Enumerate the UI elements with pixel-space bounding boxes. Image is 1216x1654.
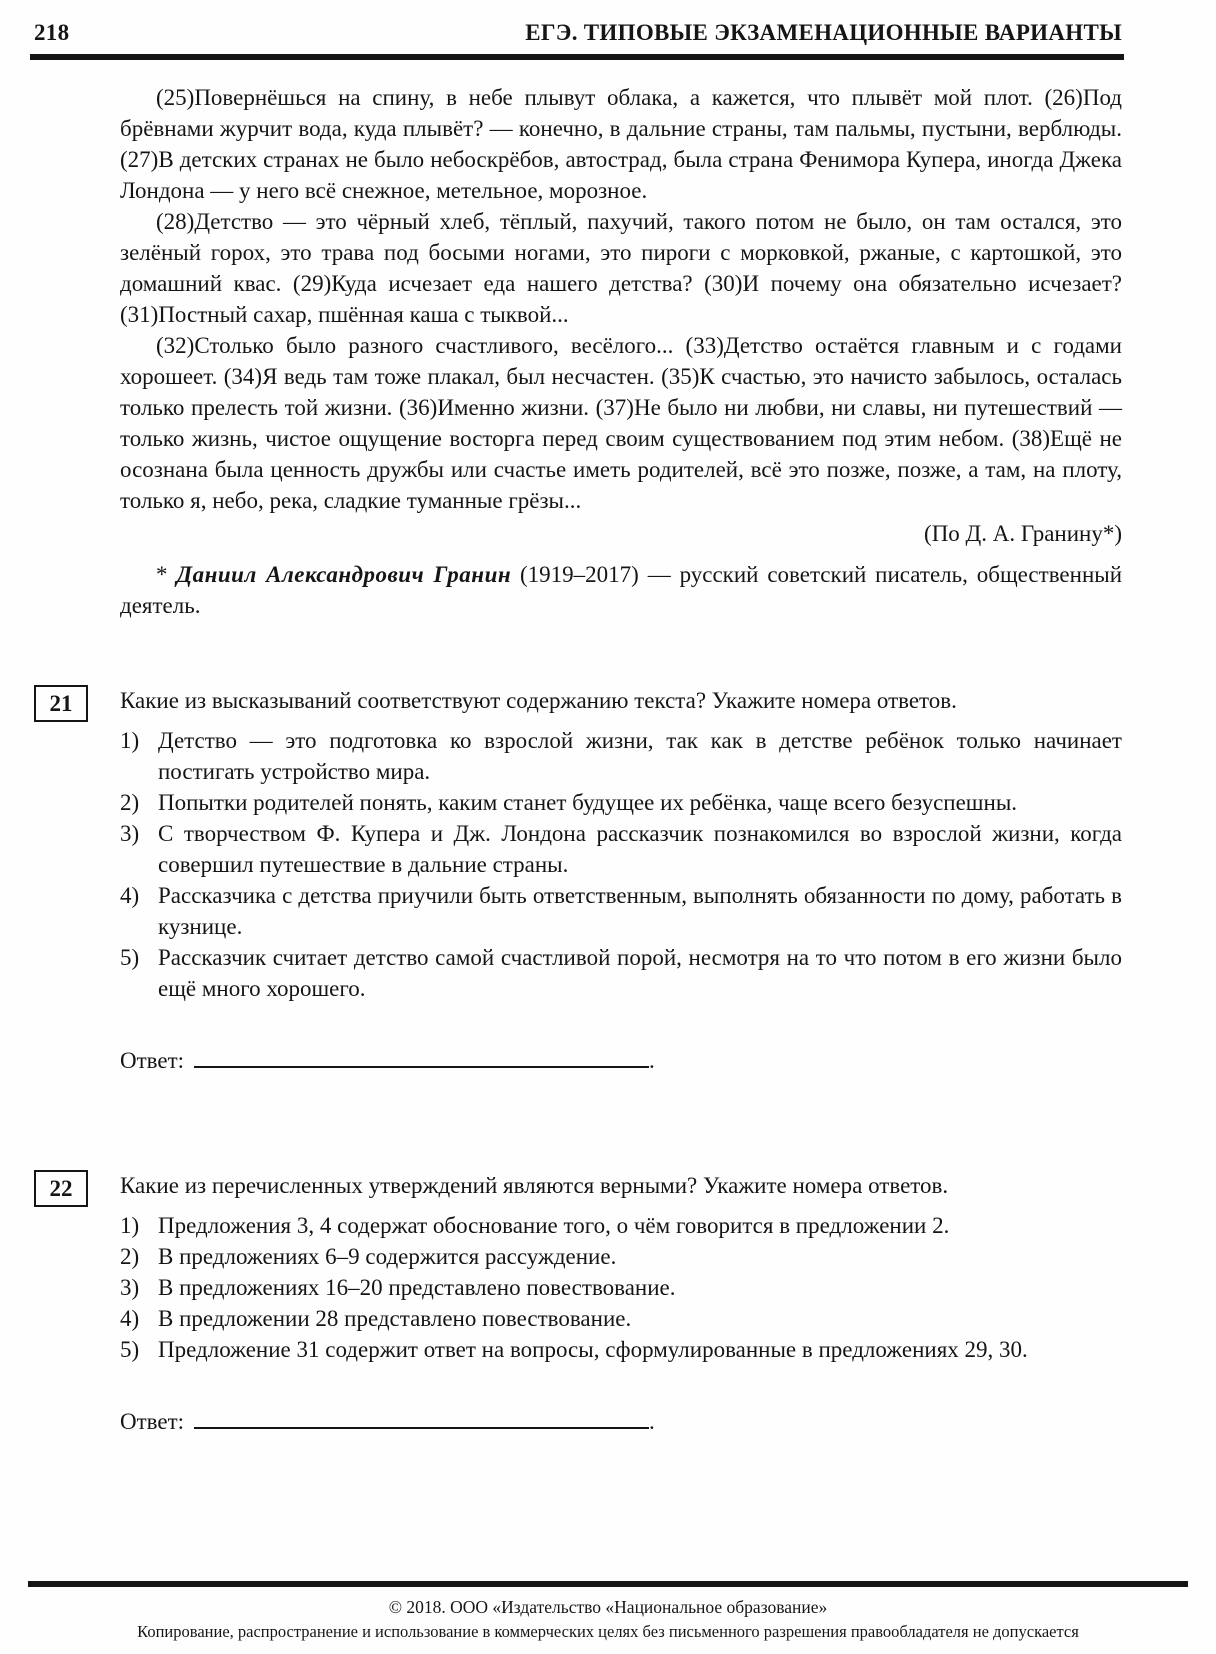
option-row	[120, 1272, 1122, 1303]
passage-paragraph: (32)Столько было разного счастливого, весёлого... (33)Детство остаётся главным и с годами хорошеет. (34)Я ведь там тоже плакал, был несчастен. (35)К счастью, это начисто забылось, осталась только прелесть той жизни. (36)Именно жизни. (37)Не было ни любви, ни славы, ни путешествий — только жизнь, чистое ощущение восторга перед своим существованием под этим небом. (38)Ещё не осознана была ценность дружбы или счастье иметь родителей, всё это позже, позже, а там, на плоту, только я, небо, река, сладкие туманные грёзы...	[120, 333, 1122, 513]
option-text: Предложение 31 содержит ответ на вопросы, сформулированные в предложениях 29, 30.	[158, 1337, 1028, 1362]
page-header	[34, 20, 1122, 46]
option-text: Рассказчик считает детство самой счастливой порой, несмотря на то что потом в его жизни было ещё много хорошего.	[158, 945, 1122, 1001]
option-number: 3)	[120, 1275, 140, 1300]
option-number: 2)	[120, 1244, 140, 1269]
option-text: Рассказчика с детства приучили быть ответственным, выполнять обязанности по дому, работать в кузнице.	[158, 883, 1122, 939]
option-text: В предложении 28 представлено повествование.	[158, 1306, 632, 1331]
option-number: 5)	[120, 1337, 140, 1362]
option-number: 4)	[120, 883, 140, 908]
task-22	[49, 1170, 1122, 1435]
option-row	[120, 1210, 1122, 1241]
option-text: Попытки родителей понять, каким станет будущее их ребёнка, чаще всего безуспешны.	[158, 790, 1018, 815]
option-number: 1)	[120, 1213, 140, 1238]
option-row	[120, 725, 1122, 787]
answer-blank-line	[194, 1409, 649, 1429]
option-row	[120, 818, 1122, 880]
footnote-marker: *	[156, 562, 177, 587]
task-options	[120, 725, 1122, 1004]
task-question: Какие из высказываний соответствуют содержанию текста? Укажите номера ответов.	[120, 688, 957, 713]
answer-label: Ответ:	[120, 1048, 185, 1073]
option-number: 4)	[120, 1306, 140, 1331]
footer-rule	[28, 1581, 1188, 1587]
option-number: 2)	[120, 790, 140, 815]
task-number-box: 21	[34, 685, 88, 722]
task-number-box: 22	[34, 1170, 88, 1207]
publisher-copyright: © 2018. ООО «Издательство «Национальное образование»	[388, 1597, 828, 1617]
answer-blank-line	[194, 1048, 649, 1068]
task-options	[120, 1210, 1122, 1365]
page-content	[49, 60, 1123, 1435]
option-text: Предложения 3, 4 содержат обоснование того, о чём говорится в предложении 2.	[158, 1213, 950, 1238]
option-number: 1)	[120, 728, 140, 753]
passage-paragraph: (28)Детство — это чёрный хлеб, тёплый, пахучий, такого потом не было, он там остался, это зелёный горох, это трава под босыми ногами, это пироги с морковкой, ржаные, с картошкой, это домашний квас. (29)Куда исчезает еда нашего детства? (30)И почему она обязательно исчезает? (31)Постный сахар, пшённая каша с тыквой...	[120, 209, 1122, 327]
answer-period: .	[649, 1048, 655, 1073]
option-text: В предложениях 6–9 содержится рассуждение.	[158, 1244, 617, 1269]
task-21	[49, 685, 1122, 1074]
passage-paragraph: (25)Повернёшься на спину, в небе плывут облака, а кажется, что плывёт мой плот. (26)Под брёвнами журчит вода, куда плывёт? — конечно, в дальние страны, там пальмы, пустыни, верблюды. (27)В детских странах не было небоскрёбов, автострад, была страна Фенимора Купера, иногда Джека Лондона — у него всё снежное, метельное, морозное.	[120, 85, 1122, 203]
option-row	[120, 1303, 1122, 1334]
option-row	[120, 880, 1122, 942]
option-number: 3)	[120, 821, 140, 846]
option-number: 5)	[120, 945, 140, 970]
option-text: Детство — это подготовка ко взрослой жизни, так как в детстве ребёнок только начинает постигать устройство мира.	[158, 728, 1122, 784]
option-row	[120, 942, 1122, 1004]
answer-period: .	[649, 1409, 655, 1434]
answer-row	[120, 1409, 1122, 1435]
author-footnote	[120, 559, 1122, 621]
footnote-author: Даниил Александрович Гранин	[176, 562, 512, 587]
copy-restriction-notice: Копирование, распространение и использование в коммерческих целях без письменного разрешения правообладателя не допускается	[137, 1622, 1079, 1641]
answer-row	[120, 1048, 1122, 1074]
option-text: В предложениях 16–20 представлено повествование.	[158, 1275, 676, 1300]
answer-label: Ответ:	[120, 1409, 185, 1434]
footnote-text: (1919–2017) — русский советский писатель, общественный деятель.	[120, 562, 1123, 618]
header-title: ЕГЭ. ТИПОВЫЕ ЭКЗАМЕНАЦИОННЫЕ ВАРИАНТЫ	[525, 20, 1122, 45]
option-row	[120, 1334, 1122, 1365]
page-number: 218	[34, 20, 70, 45]
option-row	[120, 787, 1122, 818]
task-question: Какие из перечисленных утверждений являются верными? Укажите номера ответов.	[120, 1173, 949, 1198]
passage-attribution: (По Д. А. Гранину*)	[924, 521, 1122, 546]
option-text: С творчеством Ф. Купера и Дж. Лондона рассказчик познакомился во взрослой жизни, когда совершил путешествие в дальние страны.	[158, 821, 1122, 877]
reading-passage	[120, 82, 1122, 621]
page-footer	[0, 1581, 1216, 1654]
option-row	[120, 1241, 1122, 1272]
